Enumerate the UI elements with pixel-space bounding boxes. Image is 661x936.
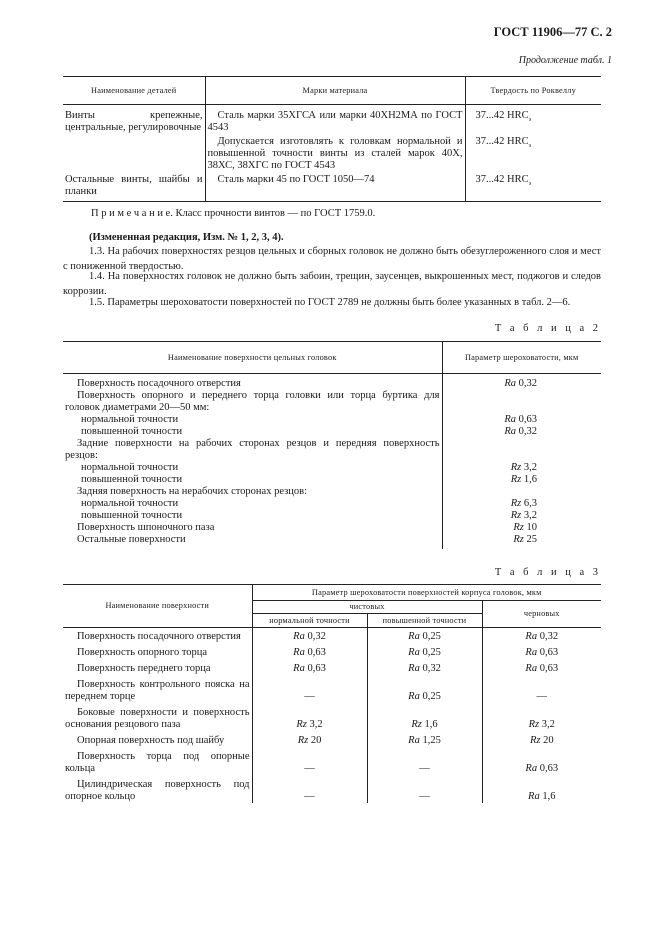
- note: П р и м е ч а н и е. Класс прочности винтов — по ГОСТ 1759.0.: [91, 208, 376, 219]
- t2-param: Rz: [513, 522, 524, 533]
- t3-value: —: [304, 763, 315, 774]
- t2-cell-name: повышенной точности: [81, 510, 183, 521]
- t2-cell-value: [442, 462, 601, 474]
- table-3-label: Т а б л и ц а 3: [494, 567, 601, 578]
- t3-value: 0,63: [539, 647, 559, 658]
- t2-cell-name: Задняя поверхность на нерабочих сторонах резцов:: [77, 486, 308, 497]
- t3-cell-value: [482, 775, 601, 803]
- t3-cell-name: Боковые поверхности и поверхность основания резцового паза: [65, 707, 250, 730]
- t2-param: Rz: [510, 474, 522, 485]
- t3-cell-name: Опорная поверхность под шайбу: [77, 735, 225, 746]
- t3-value: 20: [310, 735, 322, 746]
- t3-param: Ra: [408, 691, 420, 702]
- t3-param: Ra: [293, 663, 305, 674]
- t3-value: 20: [543, 735, 554, 746]
- t3-param: Rz: [297, 735, 309, 746]
- t3-cell-name: Поверхность контрольного пояска на переднем торце: [65, 679, 250, 702]
- t2-value: 0,63: [518, 414, 537, 425]
- t3-value: —: [419, 763, 430, 774]
- t2-cell-value: [442, 498, 601, 510]
- t1-hardness-subscript: э: [528, 143, 532, 150]
- t3-cell-value: [367, 747, 482, 775]
- t3-param: Rz: [529, 735, 541, 746]
- t2-row: [63, 522, 601, 534]
- t2-row: [63, 426, 601, 438]
- t3-cell-value: [252, 747, 367, 775]
- t3-value: 0,63: [307, 663, 326, 674]
- t1-cell-name: [63, 134, 205, 172]
- t2-cell-name: Поверхность опорного и переднего торца головки или торца буртика для головок диаметрами 20—50 мм:: [65, 390, 440, 413]
- t3-param: Ra: [293, 647, 305, 658]
- t3-cell-value: [367, 643, 482, 659]
- t2-cell-name: Поверхность посадочного отверстия: [77, 378, 241, 389]
- t2-row: [63, 474, 601, 486]
- revision-note: (Измененная редакция, Изм. № 1, 2, 3, 4).: [89, 232, 284, 243]
- t3-cell-value: [252, 643, 367, 659]
- t3-row: [63, 775, 601, 803]
- t3-row: [63, 675, 601, 703]
- t3-param: Ra: [293, 631, 305, 642]
- t3-value: 0,32: [539, 631, 559, 642]
- t2-header-param: Параметр шероховатости, мкм: [442, 342, 601, 374]
- t1-hardness-subscript: э: [528, 181, 532, 188]
- t3-value: 3,2: [541, 719, 555, 730]
- t2-cell-value: [442, 426, 601, 438]
- t3-header-normal: нормальной точности: [252, 614, 367, 628]
- t3-cell-value: [252, 703, 367, 731]
- t3-value: —: [419, 791, 430, 802]
- t2-row: [63, 438, 601, 462]
- t3-cell-name: Цилиндрическая поверхность под опорное кольцо: [65, 779, 250, 802]
- t2-cell-name: повышенной точности: [81, 474, 183, 485]
- t3-value: 0,32: [422, 663, 441, 674]
- table-1: [63, 76, 601, 202]
- t3-value: 1,25: [422, 735, 441, 746]
- t2-param: Rz: [513, 534, 524, 545]
- t3-cell-value: [482, 703, 601, 731]
- t3-value: 1,6: [424, 719, 438, 730]
- t3-param: Rz: [411, 719, 422, 730]
- paragraph-1-4: 1.4. На поверхностях головок не должно быть забоин, трещин, заусенцев, выкрошенных мест, поджогов и следов коррозии.: [63, 271, 601, 297]
- t2-row: [63, 498, 601, 510]
- t3-value: —: [304, 691, 315, 702]
- t2-param: Ra: [504, 426, 516, 437]
- t3-cell-value: [482, 731, 601, 747]
- t3-cell-value: [252, 628, 367, 644]
- t2-header-name: Наименование поверхности цельных головок: [167, 352, 337, 362]
- t3-row: [63, 643, 601, 659]
- t2-cell-value: [442, 374, 601, 391]
- t3-cell-name: Поверхность опорного торца: [77, 647, 208, 658]
- t3-cell-value: [367, 703, 482, 731]
- t1-header-material: Марки материала: [205, 77, 465, 105]
- t3-header-high: повышенной точности: [367, 614, 482, 628]
- t2-value: 3,2: [523, 510, 537, 521]
- t2-cell-name: нормальной точности: [81, 462, 179, 473]
- t1-cell-name: Остальные винты, шайбы и планки: [65, 174, 203, 197]
- t3-param: Rz: [528, 719, 540, 730]
- t1-cell-material: Сталь марки 45 по ГОСТ 1050—74: [205, 172, 465, 202]
- t3-value: —: [536, 691, 547, 702]
- t2-value: 6,3: [523, 498, 537, 509]
- t3-param: Rz: [296, 719, 307, 730]
- t3-value: 1,6: [542, 791, 556, 802]
- t1-header-hardness: Твердость по Роквеллу: [490, 85, 576, 95]
- t3-row: [63, 628, 601, 644]
- t2-cell-name: нормальной точности: [81, 414, 179, 425]
- t2-value: 25: [526, 534, 537, 545]
- t1-cell-hardness: [465, 134, 601, 172]
- t1-header-name: Наименование деталей: [91, 85, 177, 95]
- t2-value: 1,6: [523, 474, 537, 485]
- t2-cell-value: [442, 390, 601, 414]
- t3-cell-value: [482, 628, 601, 644]
- t3-cell-value: [252, 675, 367, 703]
- t1-cell-hardness: [465, 172, 601, 202]
- t2-row: [63, 534, 601, 549]
- t2-cell-value: [442, 438, 601, 462]
- t3-param: Ra: [408, 735, 420, 746]
- t1-hardness-value: 37...42 HRC: [475, 174, 529, 185]
- t1-hardness-value: 37...42 HRC: [475, 136, 529, 147]
- t2-param: Rz: [510, 462, 522, 473]
- t2-cell-name: Остальные поверхности: [77, 534, 186, 545]
- t3-param: Ra: [408, 631, 420, 642]
- t1-cell-material: Допускается изготовлять к головкам нормальной и повышенной точности винты из сталей марок 40Х, 38ХС, 38ХГС по ГОСТ 4543: [205, 134, 465, 172]
- t2-cell-value: [442, 474, 601, 486]
- t3-cell-value: [482, 675, 601, 703]
- t3-cell-name: Поверхность торца под опорные кольца: [65, 751, 250, 774]
- t3-row: [63, 731, 601, 747]
- t2-value: 3,2: [523, 462, 537, 473]
- t3-value: 0,25: [422, 631, 441, 642]
- t3-cell-value: [252, 731, 367, 747]
- t3-header-param: Параметр шероховатости поверхностей корпуса головок, мкм: [252, 585, 601, 601]
- t3-header-name: Наименование поверхности: [63, 585, 252, 628]
- t2-param: Rz: [510, 498, 522, 509]
- table-2: [63, 341, 601, 549]
- t1-cell-hardness: [465, 105, 601, 135]
- t2-cell-value: [442, 414, 601, 426]
- t3-param: Ra: [525, 663, 538, 674]
- t2-row: [63, 414, 601, 426]
- t3-param: Ra: [408, 647, 420, 658]
- paragraph-1-5: 1.5. Параметры шероховатости поверхностей по ГОСТ 2789 не должны быть более указанных в табл. 2—6.: [89, 297, 571, 308]
- t3-value: 3,2: [309, 719, 323, 730]
- t3-value: —: [304, 791, 315, 802]
- t3-param: Ra: [525, 631, 538, 642]
- t3-cell-value: [367, 628, 482, 644]
- paragraph-1-3: 1.3. На рабочих поверхностях резцов цельных и сборных головок не должно быть обезуглероженного слоя и мест с пониженной твердостью.: [63, 246, 601, 272]
- t1-cell-material: Сталь марки 35ХГСА или марки 40ХН2МА по ГОСТ 4543: [205, 105, 465, 135]
- t3-value: 0,25: [422, 647, 441, 658]
- t2-cell-value: [442, 486, 601, 498]
- table-continuation-label: Продолжение табл. 1: [518, 55, 612, 66]
- t2-value: 0,32: [518, 378, 537, 389]
- t1-cell-name: Винты крепежные, центральные, регулировочные: [65, 110, 203, 133]
- t3-cell-value: [482, 747, 601, 775]
- t3-param: Ra: [408, 663, 420, 674]
- t3-row: [63, 703, 601, 731]
- t3-header-finish: чистовых: [252, 601, 482, 614]
- t3-cell-value: [252, 775, 367, 803]
- t2-value: 10: [526, 522, 537, 533]
- t1-row: [63, 105, 601, 135]
- t3-row: [63, 747, 601, 775]
- t2-param: Ra: [504, 378, 516, 389]
- t2-row: [63, 374, 601, 391]
- t1-row: [63, 172, 601, 202]
- t3-cell-value: [367, 731, 482, 747]
- t2-value: 0,32: [518, 426, 537, 437]
- t3-cell-value: [367, 659, 482, 675]
- t2-cell-name: нормальной точности: [81, 498, 179, 509]
- page-header: ГОСТ 11906—77 С. 2: [493, 25, 612, 39]
- t3-value: 0,63: [539, 663, 559, 674]
- t3-cell-value: [252, 659, 367, 675]
- table-3: [63, 584, 601, 803]
- t1-hardness-value: 37...42 HRC: [475, 110, 529, 121]
- t2-cell-name: Задние поверхности на рабочих сторонах резцов и передняя поверхность резцов:: [65, 438, 440, 461]
- t3-header-rough: черновых: [482, 601, 601, 628]
- t2-cell-name: повышенной точности: [81, 426, 183, 437]
- t2-cell-value: [442, 522, 601, 534]
- t3-cell-value: [482, 659, 601, 675]
- t3-value: 0,63: [539, 763, 559, 774]
- table-2-label: Т а б л и ц а 2: [494, 323, 601, 334]
- t2-row: [63, 462, 601, 474]
- t3-cell-value: [367, 675, 482, 703]
- t2-param: Ra: [504, 414, 516, 425]
- t3-cell-name: Поверхность переднего торца: [77, 663, 211, 674]
- t3-value: 0,25: [422, 691, 441, 702]
- t2-param: Rz: [510, 510, 522, 521]
- t2-cell-name: Поверхность шпоночного паза: [77, 522, 215, 533]
- t3-param: Ra: [525, 647, 538, 658]
- t3-cell-value: [367, 775, 482, 803]
- t2-cell-value: [442, 510, 601, 522]
- t3-value: 0,32: [307, 631, 326, 642]
- t3-cell-value: [482, 643, 601, 659]
- t3-value: 0,63: [307, 647, 326, 658]
- t1-row: [63, 134, 601, 172]
- t3-cell-name: Поверхность посадочного отверстия: [77, 631, 241, 642]
- t3-row: [63, 659, 601, 675]
- t3-param: Ra: [528, 791, 540, 802]
- t2-row: [63, 510, 601, 522]
- t2-row: [63, 486, 601, 498]
- t2-cell-value: [442, 534, 601, 549]
- t3-param: Ra: [525, 763, 538, 774]
- t1-hardness-subscript: э: [528, 117, 532, 124]
- t2-row: [63, 390, 601, 414]
